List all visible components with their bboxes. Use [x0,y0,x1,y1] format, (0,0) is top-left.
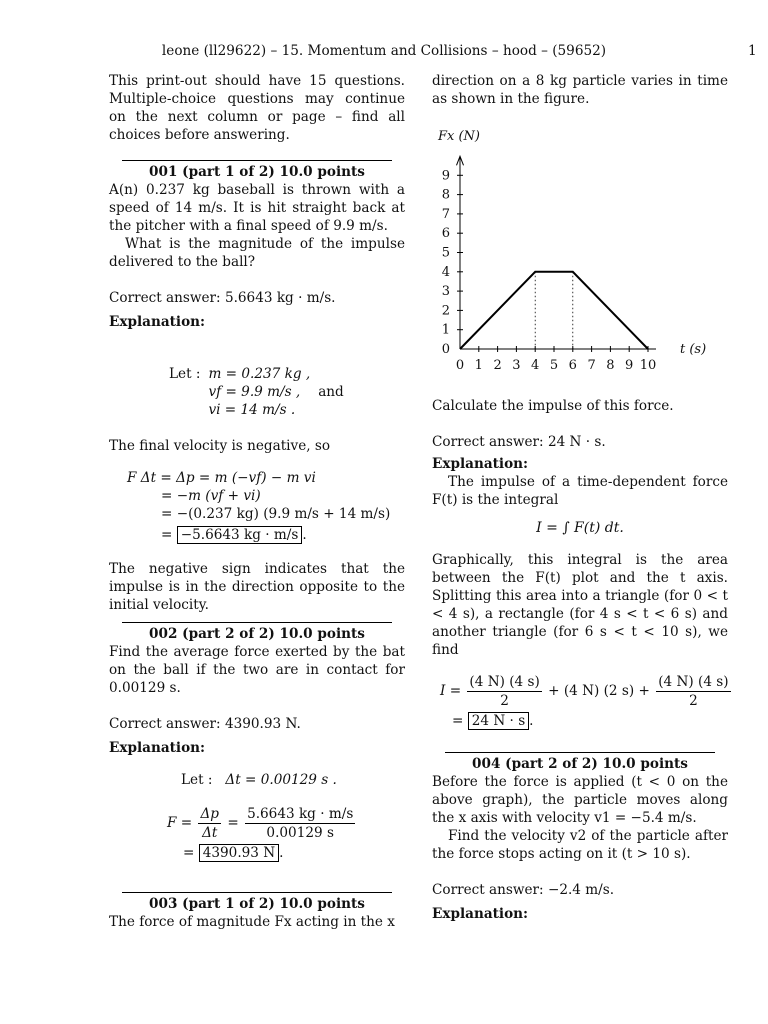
q3-expl2: Graphically, this integral is the area between the F(t) plot and the t axis. Splitting this area into a triangle (for 0 < t < 4 s), a rectangle (for 4 s < t < 6 s) and another triangle (for 6 s < t < 10 s), we find [432,552,728,658]
q1-eq-line1: F Δt = Δp = m (−vf) − m vi [127,470,316,486]
q3-answer: Correct answer: 24 N · s. [432,434,606,450]
q3-integral-eq: I = ∫ F(t) dt. [536,520,624,536]
q1-question: What is the magnitude of the impulse delivered to the ball? [109,236,405,270]
q1-equation-block [127,469,405,544]
q3-frac-b-num: (4 N) (4 s) [658,674,729,690]
x-tick-label: 5 [549,358,559,373]
q3-text-right: direction on a 8 kg particle varies in time as shown in the figure. [432,73,728,107]
q3-text-left: The force of magnitude Fx acting in the x [109,914,395,930]
x-tick-label: 1 [474,358,483,373]
q1-let-and: and [318,384,344,400]
q1-explanation-label: Explanation: [109,314,206,330]
q3-frac-a [467,673,541,710]
q3-boxed-result: 24 N · s [468,712,529,730]
q4-question: Find the velocity v2 of the particle after the force stops acting on it (t > 10 s). [432,828,728,862]
q2-frac1 [198,805,221,842]
q2-frac2 [245,805,355,842]
x-tick-label: 7 [587,358,596,373]
left-column [109,72,405,931]
q3-frac-a-num: (4 N) (4 s) [469,674,540,690]
q1-answer: Correct answer: 5.6643 kg · m/s. [109,290,336,306]
x-tick-label: 0 [455,358,465,373]
q2-frac2-den: 0.00129 s [266,825,334,841]
q3-heading: 003 (part 1 of 2) 10.0 points [122,892,392,913]
q1-let-vf: vf = 9.9 m/s , [208,384,301,400]
force-time-chart [432,122,728,380]
q3-result-line: = 24 N · s . [452,713,534,729]
x-tick-label: 10 [639,358,657,373]
q3-frac-b-den: 2 [689,693,698,709]
x-axis-label: t (s) [680,342,707,357]
page-number: 1 [748,43,757,59]
q1-let-vi: vi = 14 m/s . [208,402,296,418]
q3-question: Calculate the impulse of this force. [432,398,674,414]
q1-heading: 001 (part 1 of 2) 10.0 points [122,160,392,181]
q2-boxed-result: 4390.93 N [199,844,279,862]
q2-text: Find the average force exerted by the bat on the ball if the two are in contact for 0.00129 s. [109,644,405,696]
y-tick-label: 2 [441,303,450,319]
y-tick-label: 6 [441,226,450,242]
y-tick-label: 8 [441,187,450,203]
y-tick-label: 1 [441,322,450,338]
x-tick-label: 2 [493,358,502,373]
q2-let-line [181,771,405,789]
q3-expl1: The impulse of a time-dependent force F(t) is the integral [432,474,728,508]
q2-let-value: Δt = 0.00129 s . [225,772,337,788]
q4-explanation-label: Explanation: [432,906,529,922]
q2-answer: Correct answer: 4390.93 N. [109,716,301,732]
x-tick-label: 6 [568,358,577,373]
q2-heading: 002 (part 2 of 2) 10.0 points [122,622,392,643]
q3-mid-term: + (4 N) (2 s) + [548,683,650,699]
q3-sum-equation: I = $\frac{(4 N) (4 s)}{2}$ + (4 N) (2 s) + $\frac{(4 N) (4 s)}{2}$ [440,674,729,709]
q2-frac1-num: Δp [200,806,220,822]
q4-text: Before the force is applied (t < 0 on the above graph), the particle moves along the x axis with velocity v1 = −5.4 m/s. [432,774,728,826]
q1-eq-line3: = −(0.237 kg) (9.9 m/s + 14 m/s) [161,506,391,522]
x-tick-label: 9 [625,358,634,373]
intro-text: This print-out should have 15 questions. Multiple-choice questions may continue on the next column or page – find all choices before answering. [109,73,405,143]
x-tick-label: 8 [606,358,615,373]
q1-eq-line2: = −m (vf + vi) [161,488,261,504]
q4-heading: 004 (part 2 of 2) 10.0 points [445,752,715,773]
q1-eq-result-line: = −5.6643 kg · m/s . [161,527,307,543]
q3-frac-a-den: 2 [500,693,509,709]
y-tick-label: 3 [441,284,450,300]
q4-answer: Correct answer: −2.4 m/s. [432,882,615,898]
y-tick-label: 5 [441,245,450,261]
q1-let-block [165,365,348,419]
y-axis-label: Fx (N) [438,129,481,144]
q2-explanation-label: Explanation: [109,740,206,756]
y-tick-label: 9 [441,168,450,184]
q1-boxed-result: −5.6643 kg · m/s [177,526,303,544]
y-tick-label: 4 [441,264,450,280]
right-column [432,72,728,923]
y-tick-label: 0 [441,342,450,357]
q2-force-equation: F = $\frac{\Delta p}{\Delta t}$ = $\frac{5.6643 kg \cdot m/s}{0.00129 s}$ [167,806,354,841]
q3-frac-b [656,673,730,710]
q1-let-label: Let : [169,366,201,382]
q2-frac1-den: Δt [202,825,218,841]
x-tick-label: 4 [531,358,540,373]
q2-let-label: Let : [181,772,213,788]
q2-frac2-num: 5.6643 kg · m/s [247,806,354,822]
force-series-line [460,272,648,349]
x-tick-label: 3 [512,358,521,373]
page-header: leone (ll29622) – 15. Momentum and Collisions – hood – (59652) [161,43,607,59]
q1-final-velocity-note: The final velocity is negative, so [109,438,331,454]
q1-let-mass: m = 0.237 kg , [208,366,311,382]
q1-text: A(n) 0.237 kg baseball is thrown with a speed of 14 m/s. It is hit straight back at the pitcher with a final speed of 9.9 m/s. [109,182,405,234]
q1-negative-note: The negative sign indicates that the impulse is in the direction opposite to the initial velocity. [109,561,405,613]
q2-result-line: = 4390.93 N . [183,845,284,861]
y-tick-label: 7 [441,206,450,222]
q3-explanation-label: Explanation: [432,456,529,472]
